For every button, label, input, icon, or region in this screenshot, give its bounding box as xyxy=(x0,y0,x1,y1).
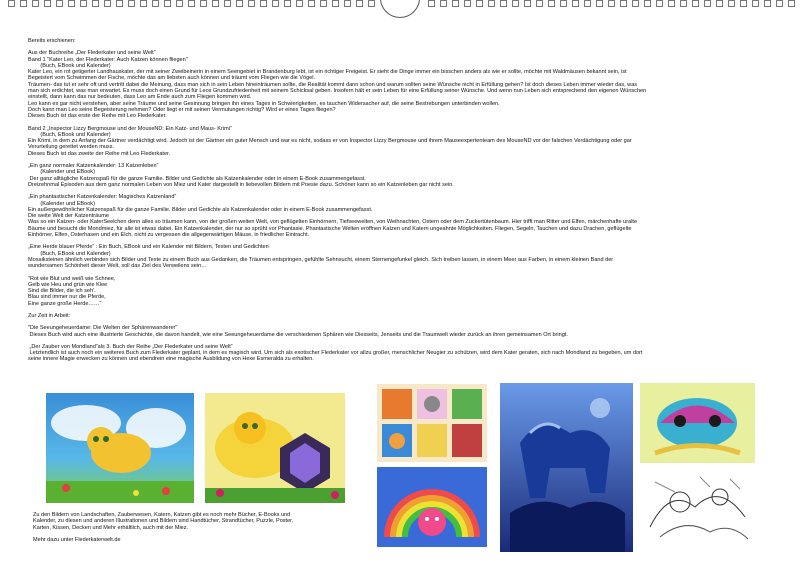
text-line: Ein Krimi, in dem zu Anfang der Gärtner verdächtigt wird. Jedoch ist der Gärtner ein guter Mensch und war es nicht, sodass er von Inspector Lizzy Bergmouse und ihrem Mauseexpertenteam des MouseND vor der falschen Verdächtigung oder gar xyxy=(28,138,632,145)
binding-hole xyxy=(536,0,543,7)
binding-hole xyxy=(620,0,627,7)
text-line: Träumen- das tut er sehr oft und vertritt dabei die Meinung, dass man sich in sein Leben hineinträumen sollte, die Realität kommt dann schon und warum sollten seine Wünsche nicht in Erfüllung gehen? Ist doch dieses Leben immer wieder das, was xyxy=(28,81,638,88)
binding-hole xyxy=(44,0,51,7)
flying-cat-illustration xyxy=(46,393,194,503)
binding-hole xyxy=(668,0,675,7)
text-line: Kater Leo, ein rot getigerter Landhauskater, der mit seiner Zweibeinerin in einem Seengebiet in Brandenburg lebt, ist ein richtiger Freigeist. Er sieht die Dinge immer ein bisschen anders als wie er sollte, möchte mit Waldmäusen bekannt sein, ist xyxy=(28,69,627,76)
binding-hole xyxy=(512,0,519,7)
cats-collage-illustration xyxy=(377,384,487,462)
binding-hole xyxy=(524,0,531,7)
text-line: Sind die Bilder, die ich seh'. xyxy=(28,288,96,295)
text-line: Bereits erschienen: xyxy=(28,38,76,44)
binding-hole xyxy=(788,0,795,7)
description-text-block xyxy=(28,38,780,363)
binding-hole xyxy=(752,0,759,7)
text-line: Was so ein Katzen- oder KaterSeelchen denn alles so träumen kann, von der großen weiten Welt, von geflügelten Einhörnern, Tiefseewelten, von Weihnachten, Ostern oder dem Zuckertütenbaum. Hier trifft man Ritter und Elfen, märchenhafte uralte xyxy=(28,219,638,226)
binding-hole xyxy=(236,0,243,7)
binding-hole xyxy=(128,0,135,7)
binding-hole xyxy=(452,0,459,7)
binding-hole xyxy=(284,0,291,7)
binding-hole xyxy=(440,0,447,7)
line-drawing-sketch xyxy=(640,467,755,552)
text-line: Der ganz alltägliche Katzenspaß für die ganze Familie. Bilder und Gedichte als Katzenkalender oder in einem E-Book zusammengefasst. xyxy=(28,175,366,182)
text-line: "Die Seeungeheuerdame: Die Welten der Sphärenwanderer" xyxy=(28,325,178,332)
text-line: Kalender, zu diesen und anderen Illustrationen und Bildern sind Handtücher, Strandtücher, Puzzle, Poster, xyxy=(33,518,294,525)
text-line: einstellt, dann kann das nur bedeuten, dass Leo am Ende auch zum Fliegen kommen wird. xyxy=(28,94,252,101)
binding-hole xyxy=(680,0,687,7)
binding-hole xyxy=(152,0,159,7)
text-line: Mosaiksteinen ähnlich verbinden sich Bilder und Texte zu einem Buch aus Gedanken, die Träumen entspringen, gefühlte Sehnsucht, einem Sternengefunkel gleich. Sich treiben lassen, in einem Meer aus Farben, in einem kleinen Band der xyxy=(28,256,614,263)
text-line: Gelb wie Heu und grün wie Klee xyxy=(28,281,108,288)
text-line: Bäume und besucht die Mondmiez, für alle ist etwas dabei. Ein Katzenkalender, der nur so sprüht vor Phantasie. Phantastische Welten eröffnen Katzen und Katern ungeahnte Möglichkeiten. Fliegen, Segeln, Tauchen und dazu Drachen, geflügelte xyxy=(28,225,632,232)
text-line: „Der Zauber von Mondland“als 3. Buch der Reihe „Der Flederkater und seine Welt“ xyxy=(28,343,233,350)
calendar-hanger-hole xyxy=(380,0,420,18)
text-line: Zur Zeit in Arbeit: xyxy=(28,312,71,319)
binding-hole xyxy=(584,0,591,7)
text-line: "Rot wie Blut und weiß wie Schnee, xyxy=(28,275,116,282)
binding-hole xyxy=(740,0,747,7)
text-line: Doch kann man Leo seine Begeisterung nehmen? Oder liegt er mit seinen Vermutungen richtig? Wird er eines Tages fliegen? xyxy=(28,106,336,113)
binding-hole xyxy=(692,0,699,7)
text-line: Mehr dazu unter Flederkaterwelt.de xyxy=(33,536,121,543)
binding-hole xyxy=(548,0,555,7)
binding-hole xyxy=(140,0,147,7)
binding-hole xyxy=(164,0,171,7)
text-line: Blau sind immer nur die Pferde, xyxy=(28,294,106,301)
binding-hole xyxy=(776,0,783,7)
binding-hole xyxy=(308,0,315,7)
footer-text-block xyxy=(33,512,373,543)
text-line: „Ein ganz normaler Katzenkalender: 13 Katzenleben“ xyxy=(28,163,159,170)
text-line: wundersamen Schönheit dieser Welt, soll das Ziel des Verweilens sein… xyxy=(28,263,207,270)
cat-with-crystal-illustration xyxy=(205,393,345,503)
blue-horses-painting xyxy=(500,383,633,552)
binding-hole xyxy=(260,0,267,7)
text-line: Dreizehnmal Episoden aus dem ganz normalen Leben von Miez und Kater dargestellt in liebevollen Bildern mit Poesie dazu. Schöner kann so ein Katzenleben gar nicht sein. xyxy=(28,181,454,188)
text-line: Begeistert vom Schwimmen der Fische, möchte das am liebsten auch können und träumt vom Fliegen wie die Vögel. xyxy=(28,75,316,82)
binding-hole xyxy=(92,0,99,7)
binding-hole xyxy=(704,0,711,7)
text-line: Die weite Welt der Katzenträume xyxy=(28,213,109,220)
binding-hole xyxy=(464,0,471,7)
binding-hole xyxy=(716,0,723,7)
text-line: Verurteilung gerettet werden muss. xyxy=(28,144,115,151)
binding-hole xyxy=(104,0,111,7)
binding-hole xyxy=(764,0,771,7)
binding-hole xyxy=(296,0,303,7)
sea-creature-illustration xyxy=(640,383,755,463)
text-line: (Buch, EBook und Kalender) xyxy=(28,250,111,257)
binding-hole xyxy=(56,0,63,7)
text-line: (Kalender und EBook) xyxy=(28,169,95,176)
binding-hole xyxy=(212,0,219,7)
binding-hole xyxy=(428,0,435,7)
binding-hole xyxy=(560,0,567,7)
binding-hole xyxy=(320,0,327,7)
binding-hole xyxy=(248,0,255,7)
binding-hole xyxy=(224,0,231,7)
binding-hole xyxy=(356,0,363,7)
binding-hole xyxy=(200,0,207,7)
rainbow-cat-illustration xyxy=(377,467,487,547)
binding-hole xyxy=(8,0,15,7)
binding-hole xyxy=(596,0,603,7)
binding-hole xyxy=(344,0,351,7)
text-line: seine innere Magie erwecken zu können und ebendrein eine magische Ausbildung von Hexe Esmeralda zu erhalten. xyxy=(28,356,314,363)
binding-hole xyxy=(656,0,663,7)
text-line: Letztendlich ist auch noch ein weiteres Buch zum Flederkater geplant, in dem es magisch wird. Um sich als exotischer Flederkater vor allzu großer, menschlicher Neugier zu schützen, wird dem Kater geraten, sich nach Mondland zu begeben, um dort xyxy=(28,350,643,357)
binding-hole xyxy=(80,0,87,7)
binding-hole xyxy=(116,0,123,7)
binding-hole xyxy=(572,0,579,7)
text-line: man sich erdichtet, was man erwartet. Es muss doch einen Grund für Leos Grundzufriedenheit mit seinem Schicksal geben. Insofern hält er sein Leben für eine Erfüllung seiner Wünsche. Und wenn nun Leben sich entsprechend den eigenen Wünschen xyxy=(28,88,647,95)
binding-hole xyxy=(368,0,375,7)
binding-hole xyxy=(32,0,39,7)
binding-hole xyxy=(476,0,483,7)
binding-hole xyxy=(176,0,183,7)
binding-hole xyxy=(188,0,195,7)
text-line: Karten, Kissen, Decken und Mehr erhältlich, auch mit der Miez. xyxy=(33,524,189,531)
binding-hole xyxy=(608,0,615,7)
text-line: Dieses Buch ist das zweite der Reihe mit Leo Flederkater. xyxy=(28,150,171,157)
text-line: (Buch, EBook und Kalender) xyxy=(28,62,111,69)
binding-hole xyxy=(728,0,735,7)
text-line: Ein außergewöhnlicher Katzenspaß für die ganze Familie. Bilder und Gedichte als Katzenkalender oder in einem E-Book zusammengefasst. xyxy=(28,206,373,213)
binding-hole xyxy=(500,0,507,7)
binding-hole xyxy=(20,0,27,7)
text-line: Dieses Buch ist das erste der Reihe mit Leo Flederkater. xyxy=(28,113,167,120)
text-line: Band 1 "Kater Leo, der Flederkater: Auch Katzen können fliegen" xyxy=(28,56,188,63)
text-line: Eine ganze große Herde……" xyxy=(28,300,102,307)
text-line: (Buch, EBook und Kalender) xyxy=(28,131,111,138)
text-line: Band 2 „Inspector Lizzy Bergmouse und der MouseND: Ein Katz- und Maus- Krimi“ xyxy=(28,125,232,132)
binding-hole xyxy=(488,0,495,7)
text-line: Dieses Buch wird auch eine illustrierte Geschichte, die davon handelt, wie eine Seeungeheuerdame die verschiedenen Sphären wie Diesseits, Jenseits und die Traumwelt wieder zurück an ihren gemeinsamen Ort bringt. xyxy=(28,331,568,338)
binding-hole xyxy=(272,0,279,7)
text-line: Aus der Buchreihe „Der Flederkater und seine Welt“ xyxy=(28,50,156,57)
binding-hole xyxy=(332,0,339,7)
text-line: Leo kann es gar nicht verstehen, aber seine Träume und seine Gesinnung bringen ihn eines Tages in Schwierigkeiten, es tauchen Widersacher auf, die seine Bestrebungen unterbinden wollen. xyxy=(28,100,500,107)
binding-hole xyxy=(644,0,651,7)
text-line: Einhörner, Elfen, Osterhasen und ein Elch, nicht zu vergessen die allgegenwärtigen Mäuse, in friedlicher Eintracht. xyxy=(28,232,310,239)
text-line: (Kalender und EBook) xyxy=(28,200,95,207)
binding-hole xyxy=(68,0,75,7)
binding-hole xyxy=(632,0,639,7)
text-line: „Eine Herde blauer Pferde“ : Ein Buch, EBook und ein Kalender mit Bildern, Texten und Gedichten xyxy=(28,244,269,251)
text-line: „Ein phantastischer Katzenkalender: Magisches Katzenland“ xyxy=(28,194,177,201)
text-line: Zu den Bildern von Landschaften, Zauberwesen, Katern, Katzen gibt es noch mehr Bücher, E-Books und xyxy=(33,512,291,518)
